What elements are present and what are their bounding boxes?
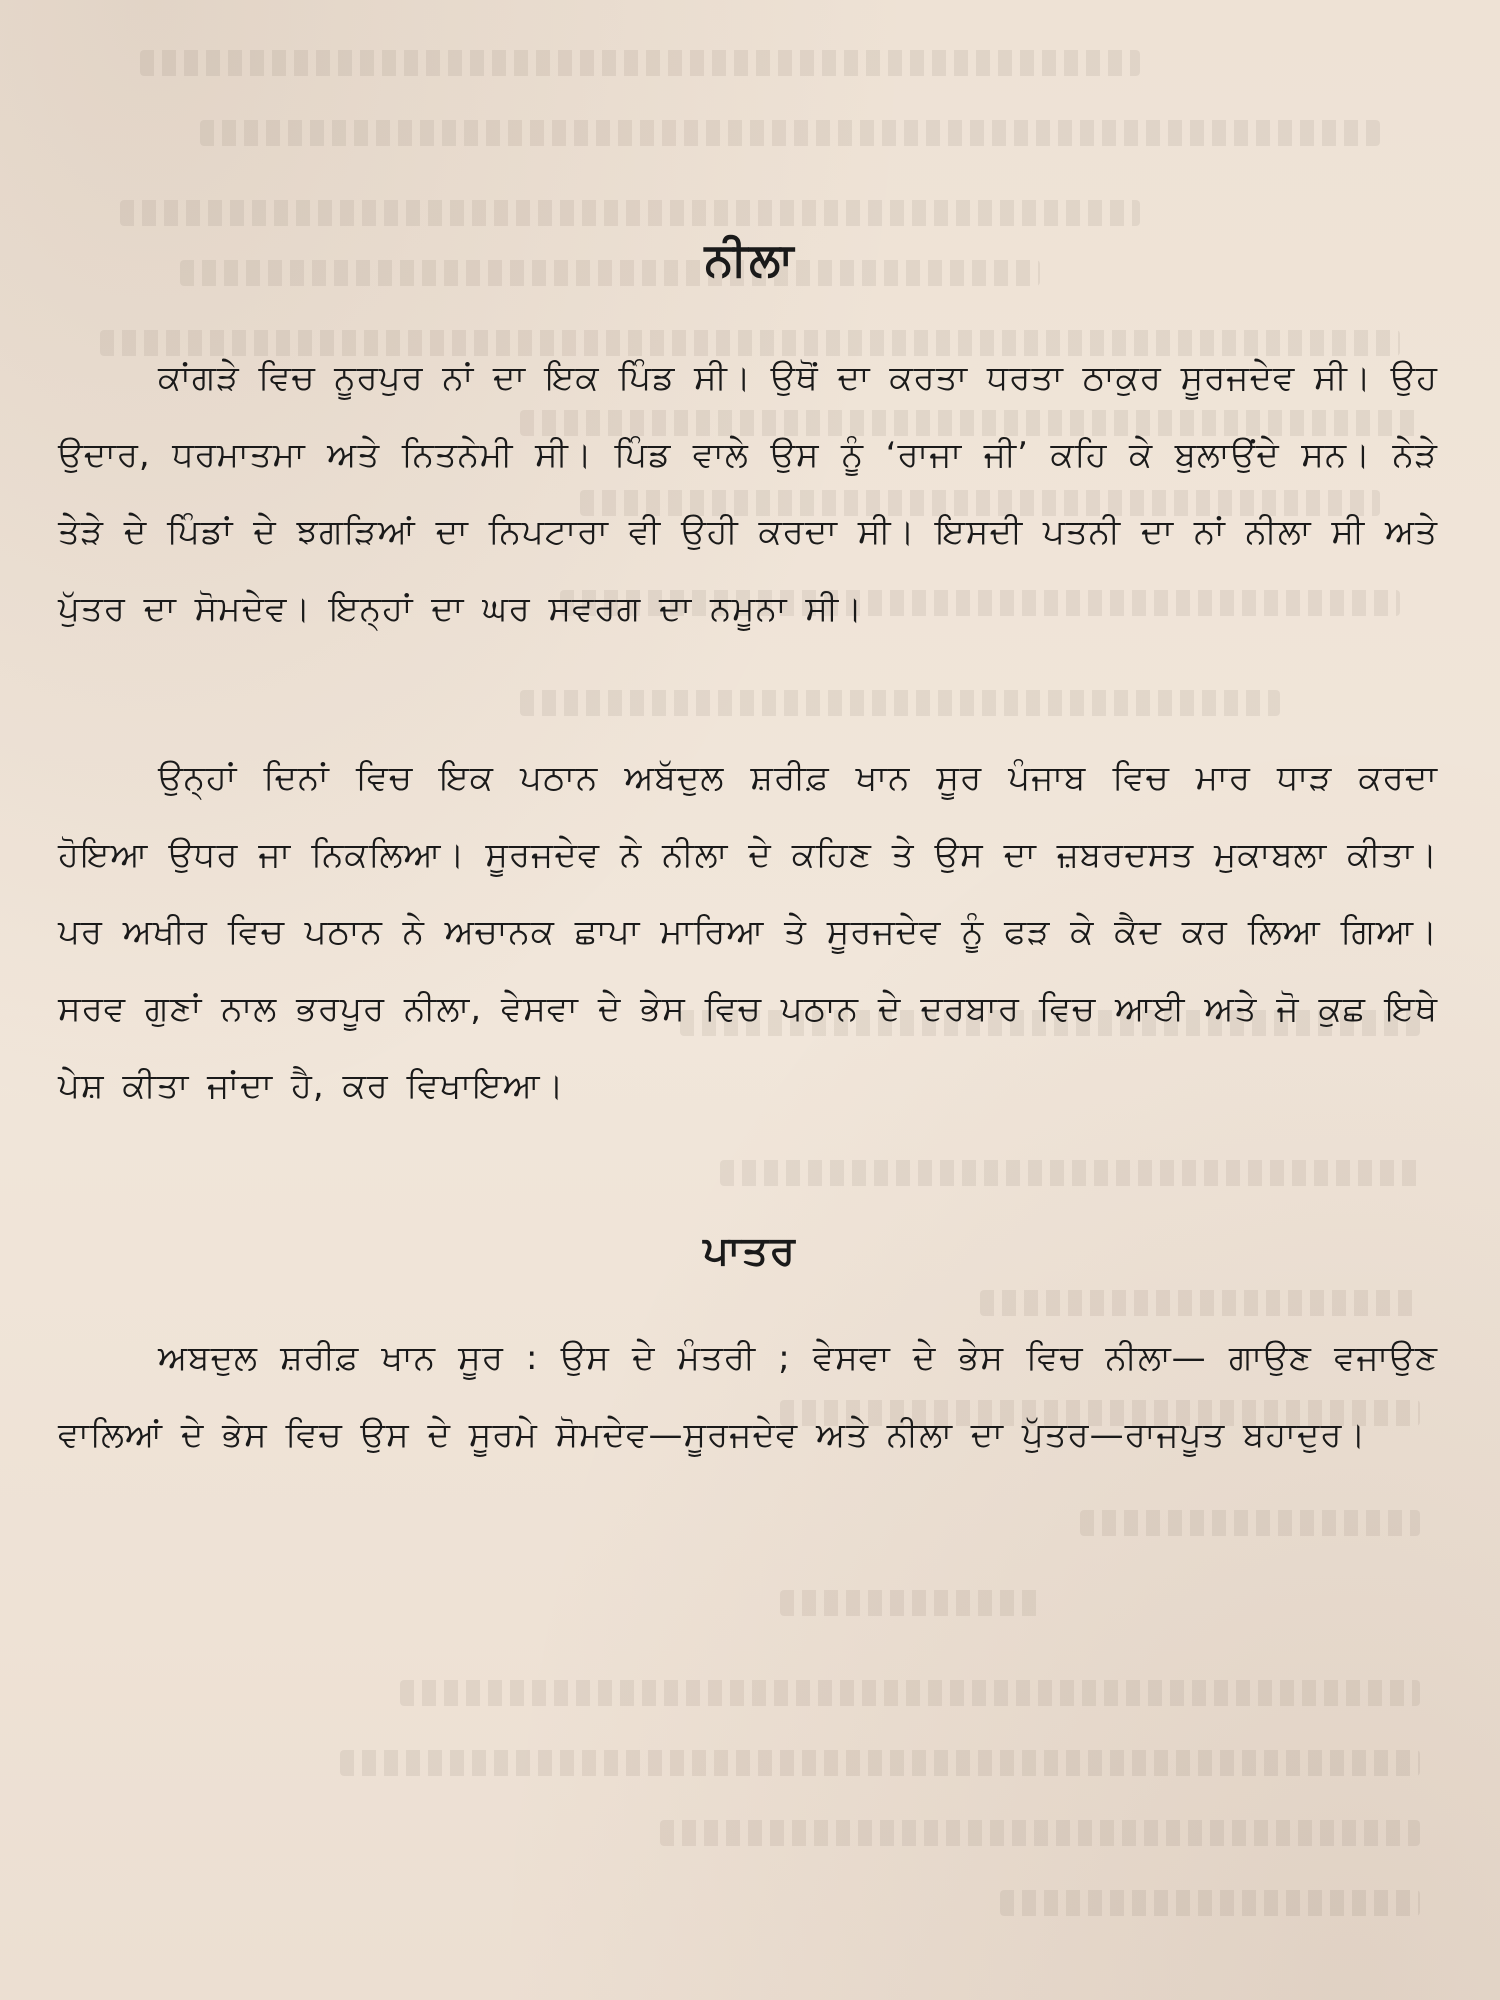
paragraph-2: ਉਨ੍ਹਾਂ ਦਿਨਾਂ ਵਿਚ ਇਕ ਪਠਾਨ ਅਬੱਦੁਲ ਸ਼ਰੀਫ਼ ਖਾਨ ਸੂਰ ਪੰਜਾਬ ਵਿਚ ਮਾਰ ਧਾੜ ਕਰਦਾ ਹੋਇਆ ਉਧਰ ਜਾ ਨਿਕਲਿਆ। ਸੂਰਜਦੇਵ ਨੇ ਨੀਲਾ ਦੇ ਕਹਿਣ ਤੇ ਉਸ ਦਾ ਜ਼ਬਰਦਸਤ ਮੁਕਾਬਲਾ ਕੀਤਾ। ਪਰ ਅਖੀਰ ਵਿਚ ਪਠਾਨ ਨੇ ਅਚਾਨਕ ਛਾਪਾ ਮਾਰਿਆ ਤੇ ਸੂਰਜਦੇਵ ਨੂੰ ਫੜ ਕੇ ਕੈਦ ਕਰ ਲਿਆ ਗਿਆ। ਸਰਵ ਗੁਣਾਂ ਨਾਲ ਭਰਪੂਰ ਨੀਲਾ, ਵੇਸਵਾ ਦੇ ਭੇਸ ਵਿਚ ਪਠਾਨ ਦੇ ਦਰਬਾਰ ਵਿਚ ਆਈ ਅਤੇ ਜੋ ਕੁਛ ਇਥੇ ਪੇਸ਼ ਕੀਤਾ ਜਾਂਦਾ ਹੈ, ਕਰ ਵਿਖਾਇਆ। — [58, 758, 1439, 1106]
bleed-line — [660, 1820, 1420, 1846]
bleed-line — [780, 1590, 1040, 1616]
bleed-line — [1080, 1510, 1420, 1536]
bleed-line — [140, 50, 1140, 76]
bleed-line — [400, 1680, 1420, 1706]
characters-list-paragraph: ਅਬਦੁਲ ਸ਼ਰੀਫ਼ ਖਾਨ ਸੂਰ : ਉਸ ਦੇ ਮੰਤਰੀ ; ਵੇਸਵਾ ਦੇ ਭੇਸ ਵਿਚ ਨੀਲਾ— ਗਾਉਣ ਵਜਾਉਣ ਵਾਲਿਆਂ ਦੇ ਭੇਸ ਵਿਚ ਉਸ ਦੇ ਸੂਰਮੇ ਸੋਮਦੇਵ—ਸੂਰਜਦੇਵ ਅਤੇ ਨੀਲਾ ਦਾ ਪੁੱਤਰ—ਰਾਜਪੂਤ ਬਹਾਦੁਰ। — [58, 1338, 1438, 1455]
section-heading-characters: ਪਾਤਰ — [703, 1228, 797, 1274]
bleed-line — [340, 1750, 1420, 1776]
page-title: ਨੀਲਾ — [704, 232, 796, 286]
bleed-line — [980, 1290, 1420, 1316]
paragraph-1: ਕਾਂਗੜੇ ਵਿਚ ਨੂਰਪੁਰ ਨਾਂ ਦਾ ਇਕ ਪਿੰਡ ਸੀ। ਉਥੋਂ ਦਾ ਕਰਤਾ ਧਰਤਾ ਠਾਕੁਰ ਸੂਰਜਦੇਵ ਸੀ। ਉਹ ਉਦਾਰ, ਧਰਮਾਤਮਾ ਅਤੇ ਨਿਤਨੇਮੀ ਸੀ। ਪਿੰਡ ਵਾਲੇ ਉਸ ਨੂੰ ‘ਰਾਜਾ ਜੀ’ ਕਹਿ ਕੇ ਬੁਲਾਉਂਦੇ ਸਨ। ਨੇੜੇ ਤੇੜੇ ਦੇ ਪਿੰਡਾਂ ਦੇ ਝਗੜਿਆਂ ਦਾ ਨਿਪਟਾਰਾ ਵੀ ਉਹੀ ਕਰਦਾ ਸੀ। ਇਸਦੀ ਪਤਨੀ ਦਾ ਨਾਂ ਨੀਲਾ ਸੀ ਅਤੇ ਪੁੱਤਰ ਦਾ ਸੋਮਦੇਵ। ਇਨ੍ਹਾਂ ਦਾ ਘਰ ਸਵਰਗ ਦਾ ਨਮੂਨਾ ਸੀ। — [58, 358, 1438, 629]
bleed-line — [120, 200, 1140, 226]
bleed-line — [720, 1160, 1420, 1186]
bleed-line — [520, 690, 1280, 716]
bleed-line — [1000, 1890, 1420, 1916]
bleed-line — [200, 120, 1380, 146]
